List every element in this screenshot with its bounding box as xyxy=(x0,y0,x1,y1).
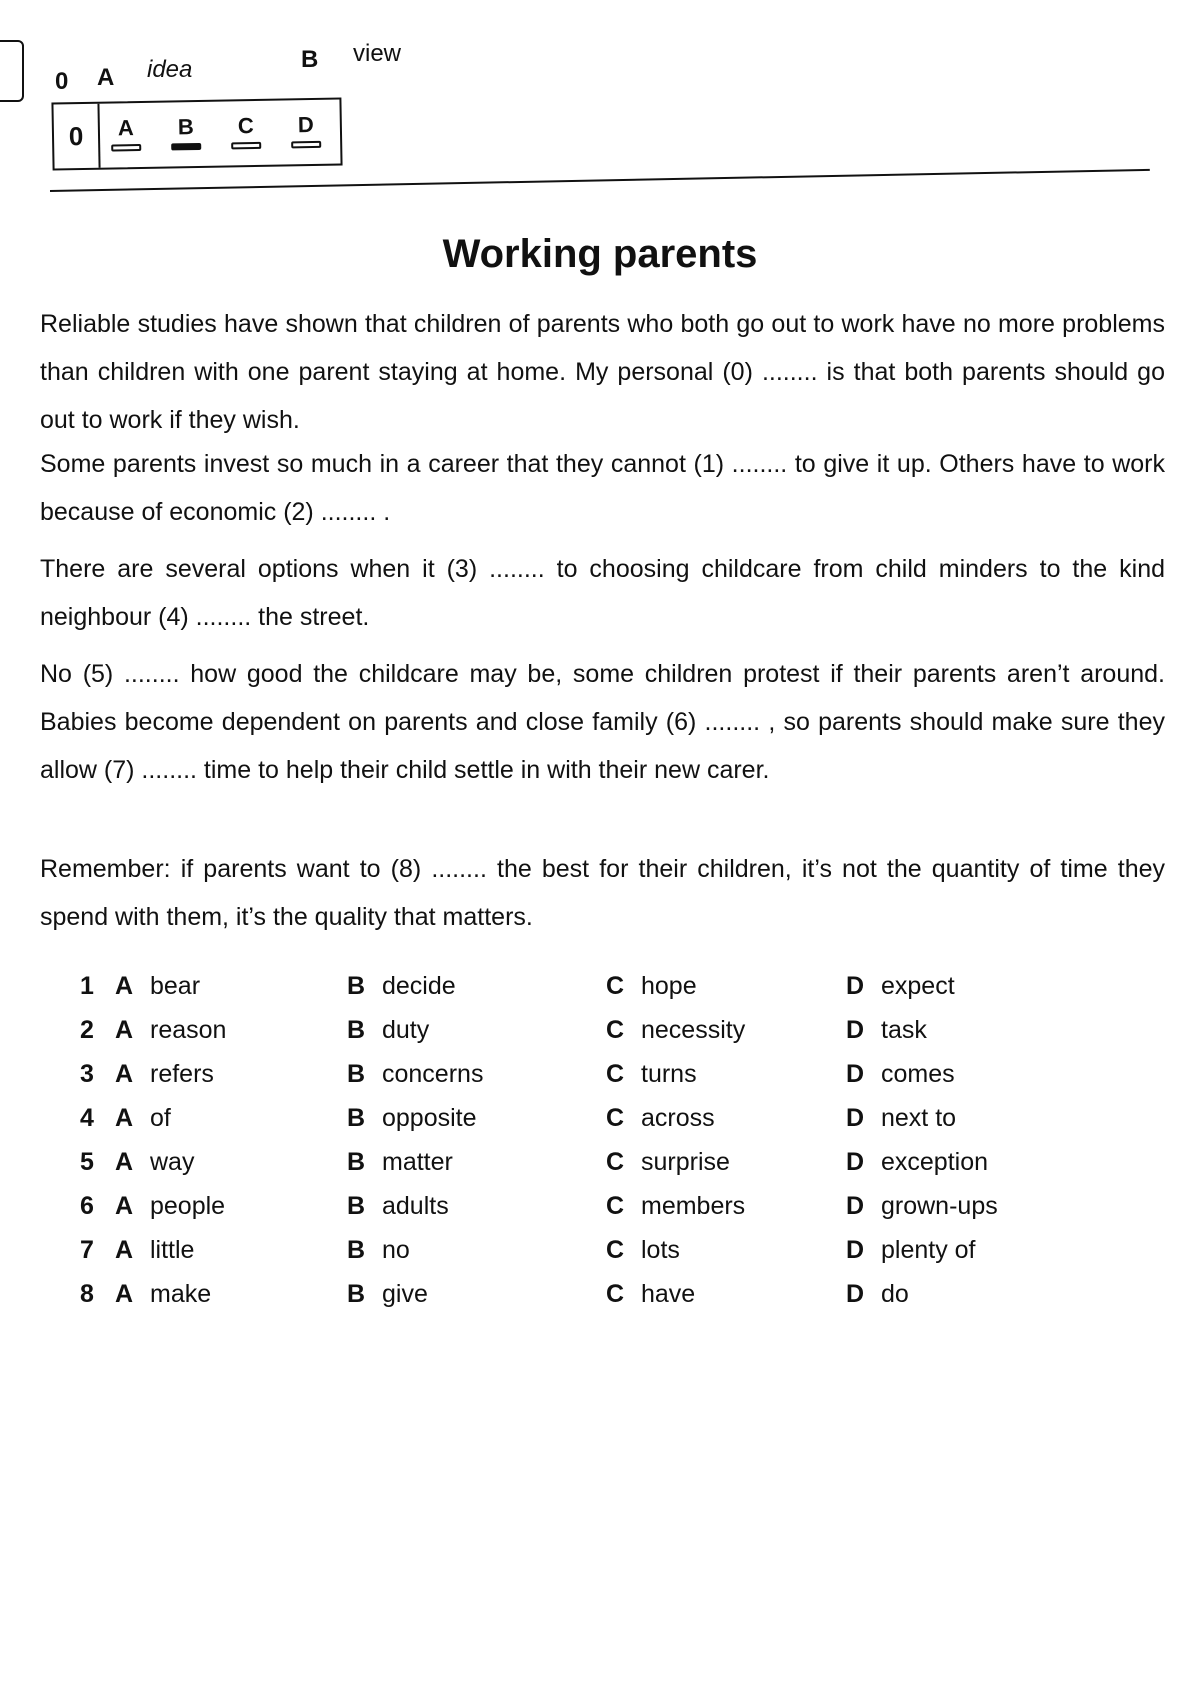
option-b-letter: B xyxy=(347,1148,366,1176)
option-d-letter: D xyxy=(846,1060,865,1088)
question-row xyxy=(0,1104,1200,1144)
answer-box-number: 0 xyxy=(53,104,100,169)
option-c-word[interactable]: across xyxy=(641,1104,715,1132)
option-a-letter: A xyxy=(115,1060,134,1088)
option-b-letter: B xyxy=(347,1060,366,1088)
answer-bubble-d[interactable] xyxy=(291,141,321,149)
option-b-word[interactable]: matter xyxy=(382,1148,453,1176)
question-number: 5 xyxy=(80,1148,94,1176)
option-d-letter: D xyxy=(846,1016,865,1044)
option-d-word[interactable]: plenty of xyxy=(881,1236,976,1264)
page-title: Working parents xyxy=(442,232,758,276)
option-d-letter: D xyxy=(846,1192,865,1220)
answer-option-d-label: D xyxy=(297,111,315,138)
option-c-letter: C xyxy=(606,1060,625,1088)
question-row xyxy=(0,1192,1200,1232)
option-d-letter: D xyxy=(846,1104,865,1132)
option-c-word[interactable]: members xyxy=(641,1192,746,1220)
option-c-letter: C xyxy=(606,1148,625,1176)
example-option-b-word: view xyxy=(353,40,402,67)
example-number: 0 xyxy=(55,68,69,95)
question-number: 2 xyxy=(80,1016,94,1044)
question-row xyxy=(0,1236,1200,1276)
divider-line xyxy=(50,169,1150,192)
option-c-word[interactable]: hope xyxy=(641,972,697,1000)
option-c-letter: C xyxy=(606,1192,625,1220)
option-b-letter: B xyxy=(347,1104,366,1132)
answer-option-c-label: C xyxy=(237,113,255,139)
question-number: 4 xyxy=(80,1104,94,1132)
option-b-word[interactable]: duty xyxy=(382,1016,430,1044)
option-d-word[interactable]: task xyxy=(881,1016,927,1044)
question-row xyxy=(0,1016,1200,1056)
option-a-word[interactable]: of xyxy=(150,1104,171,1132)
question-row xyxy=(0,1060,1200,1100)
option-a-word[interactable]: people xyxy=(150,1192,226,1220)
question-row xyxy=(0,972,1200,1012)
option-d-letter: D xyxy=(846,972,865,1000)
example-answer-box xyxy=(51,97,342,170)
option-a-letter: A xyxy=(115,1148,134,1176)
option-c-letter: C xyxy=(606,1104,625,1132)
option-a-word[interactable]: bear xyxy=(150,972,201,1000)
option-d-letter: D xyxy=(846,1280,865,1308)
example-option-a-word: idea xyxy=(147,56,193,83)
question-number: 7 xyxy=(80,1236,94,1264)
option-d-word[interactable]: do xyxy=(881,1280,909,1308)
paragraph-4: No (5) ........ how good the childcare may be, some children protest if their parents aren’t around. Babies become dependent on parents and close family (6) ........ , so parents should make sure they allow (7) ........ time to help their child settle in with their new carer. xyxy=(40,660,1165,784)
option-b-word[interactable]: concerns xyxy=(382,1060,484,1088)
example-option-a-letter: A xyxy=(97,64,115,91)
option-d-word[interactable]: grown-ups xyxy=(881,1192,998,1220)
option-c-word[interactable]: surprise xyxy=(641,1148,730,1176)
answer-option-a[interactable] xyxy=(106,115,147,152)
answer-bubble-c[interactable] xyxy=(231,142,261,150)
paragraph-5: Remember: if parents want to (8) ........ the best for their children, it’s not the quantity of time they spend with them, it’s the quality that matters. xyxy=(40,855,1165,931)
option-c-letter: C xyxy=(606,1016,625,1044)
option-a-word[interactable]: make xyxy=(150,1280,212,1308)
option-c-word[interactable]: lots xyxy=(641,1236,680,1264)
option-d-word[interactable]: next to xyxy=(881,1104,957,1132)
option-b-word[interactable]: no xyxy=(382,1236,410,1264)
option-b-letter: B xyxy=(347,1016,366,1044)
option-c-letter: C xyxy=(606,972,625,1000)
option-a-letter: A xyxy=(115,1016,134,1044)
option-c-word[interactable]: have xyxy=(641,1280,696,1308)
question-row xyxy=(0,1148,1200,1188)
option-d-word[interactable]: expect xyxy=(881,972,955,1000)
option-c-letter: C xyxy=(606,1280,625,1308)
example-option-b-letter: B xyxy=(301,46,319,73)
option-a-letter: A xyxy=(115,1280,134,1308)
option-b-letter: B xyxy=(347,1192,366,1220)
option-a-letter: A xyxy=(115,972,134,1000)
option-a-word[interactable]: little xyxy=(150,1236,195,1264)
option-b-letter: B xyxy=(347,972,366,1000)
question-number: 3 xyxy=(80,1060,94,1088)
option-b-word[interactable]: opposite xyxy=(382,1104,477,1132)
option-a-word[interactable]: way xyxy=(150,1148,195,1176)
option-d-letter: D xyxy=(846,1148,865,1176)
option-d-word[interactable]: exception xyxy=(881,1148,989,1176)
answer-option-b-label: B xyxy=(177,114,195,140)
option-c-word[interactable]: necessity xyxy=(641,1016,746,1044)
option-a-word[interactable]: reason xyxy=(150,1016,227,1044)
question-number: 8 xyxy=(80,1280,94,1308)
option-b-word[interactable]: decide xyxy=(382,972,456,1000)
page-edge-tab xyxy=(0,40,24,102)
option-a-word[interactable]: refers xyxy=(150,1060,214,1088)
question-row xyxy=(0,1280,1200,1320)
option-b-letter: B xyxy=(347,1236,366,1264)
option-c-letter: C xyxy=(606,1236,625,1264)
paragraph-2: Some parents invest so much in a career that they cannot (1) ........ to give it up. Others have to work because of economic (2) ........ . xyxy=(40,450,1165,526)
answer-option-a-label: A xyxy=(117,115,135,141)
option-a-letter: A xyxy=(115,1192,134,1220)
option-b-word[interactable]: give xyxy=(382,1280,428,1308)
option-a-letter: A xyxy=(115,1236,134,1264)
answer-bubble-a[interactable] xyxy=(111,144,141,152)
answer-option-d[interactable] xyxy=(286,112,327,149)
answer-bubble-b-selected[interactable] xyxy=(171,143,201,151)
answer-option-c[interactable] xyxy=(226,113,267,150)
paragraph-3: There are several options when it (3) ........ to choosing childcare from child minders to the kind neighbour (4) ........ the street. xyxy=(40,555,1165,631)
paragraph-1: Reliable studies have shown that children of parents who both go out to work have no more problems than children with one parent staying at home. My personal (0) ........ is that both parents should go out to work if they wish. xyxy=(40,310,1165,434)
option-a-letter: A xyxy=(115,1104,134,1132)
option-c-word[interactable]: turns xyxy=(641,1060,697,1088)
question-number: 1 xyxy=(80,972,94,1000)
option-b-word[interactable]: adults xyxy=(382,1192,449,1220)
question-number: 6 xyxy=(80,1192,94,1220)
option-d-word[interactable]: comes xyxy=(881,1060,955,1088)
option-d-letter: D xyxy=(846,1236,865,1264)
answer-option-b[interactable] xyxy=(166,114,207,151)
option-b-letter: B xyxy=(347,1280,366,1308)
